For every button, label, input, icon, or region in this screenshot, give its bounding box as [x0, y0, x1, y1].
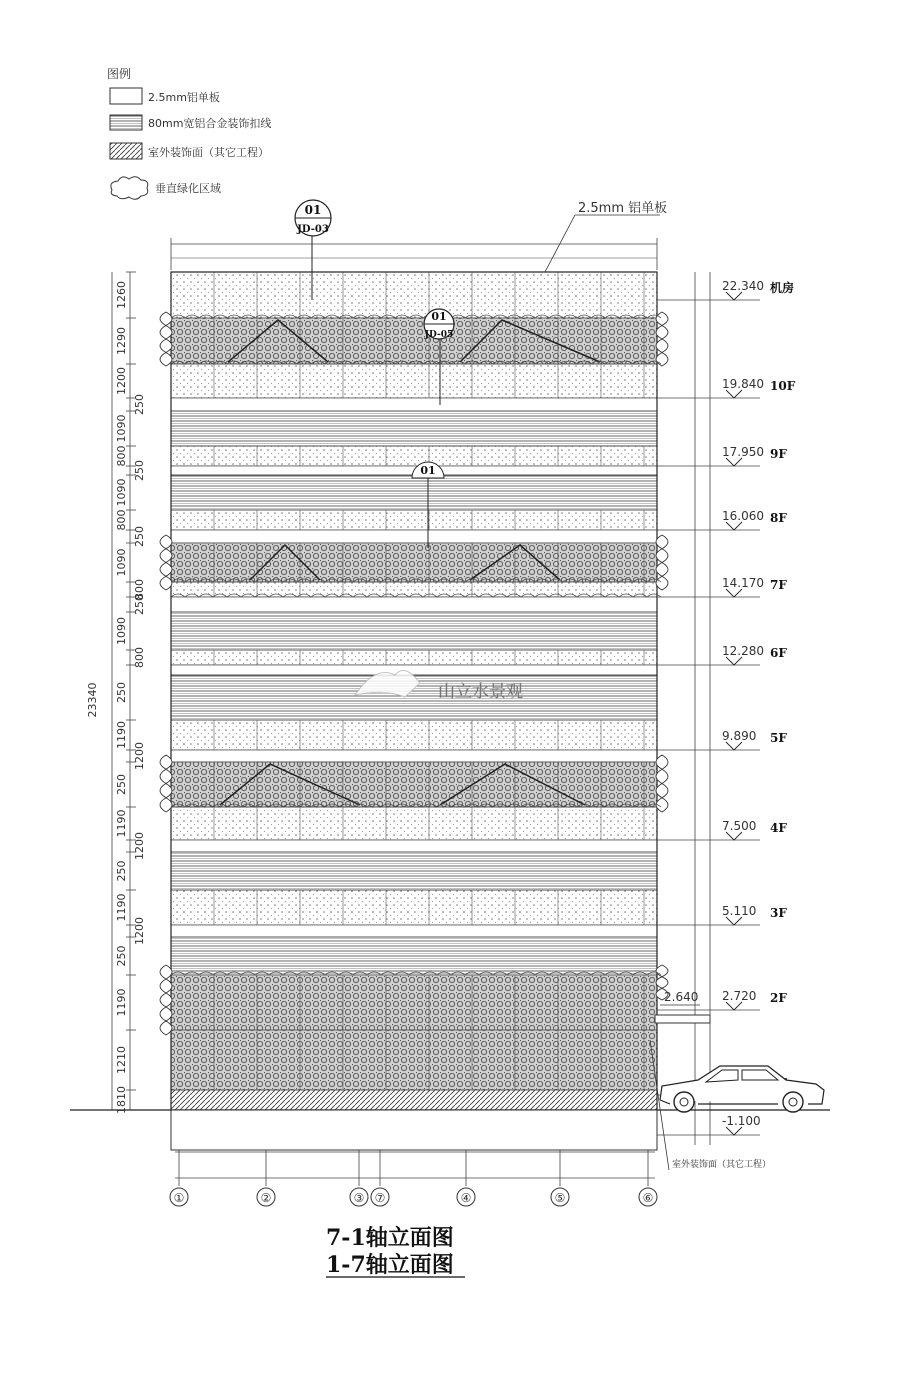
axis-label: ① — [173, 1191, 185, 1205]
axis-label: ④ — [460, 1191, 472, 1205]
axis-label: ⑥ — [642, 1191, 654, 1205]
dim-segment: 250 — [115, 774, 128, 795]
level-elevation: -1.100 — [722, 1114, 761, 1128]
level-floor-label: 10F — [770, 379, 796, 393]
level-triangle-icon — [726, 589, 742, 597]
level-floor-label: 6F — [770, 646, 787, 660]
facade-band — [171, 650, 657, 665]
dim-segment: 250 — [115, 682, 128, 703]
green-cloud-icon — [656, 535, 668, 590]
blank-panel-swatch-icon — [110, 88, 142, 104]
facade-band — [171, 398, 657, 411]
facade-band — [171, 446, 657, 466]
facade-band — [171, 510, 657, 530]
dim-segment: 1090 — [115, 617, 128, 645]
facade-band — [171, 890, 657, 925]
level-triangle-icon — [726, 742, 742, 750]
facade-band — [171, 411, 657, 446]
level-triangle-icon — [726, 292, 742, 300]
dim-segment: 800 — [133, 647, 146, 668]
facade-band — [171, 807, 657, 840]
facade-band — [171, 475, 657, 510]
facade-band — [171, 840, 657, 852]
callout-top-ref: JD-03 — [297, 224, 329, 235]
leader-top-text: 2.5mm 铝单板 — [578, 201, 668, 216]
level-elevation: 5.110 — [722, 904, 757, 918]
dim-segment: 1260 — [115, 281, 128, 309]
dim-segment: 1090 — [115, 478, 128, 507]
dim-segment: 1190 — [115, 893, 128, 922]
level-triangle-icon — [726, 458, 742, 466]
facade-band — [171, 925, 657, 937]
dim-segment: 1810 — [115, 1086, 128, 1114]
legend-label-2: 80mm宽铝合金装饰扣线 — [148, 117, 272, 130]
level-triangle-icon — [726, 1002, 742, 1010]
dim-segment: 800 — [115, 445, 128, 467]
facade-band — [171, 665, 657, 675]
facade-band — [171, 975, 657, 1090]
top-dimension — [171, 238, 657, 270]
dim-segment: 800 — [133, 579, 146, 600]
level-triangle-icon — [726, 657, 742, 665]
level-floor-label: 机房 — [770, 281, 795, 295]
callout-top-num: 01 — [304, 203, 322, 217]
drawing-titles — [326, 1225, 465, 1278]
facade-band — [171, 1090, 657, 1110]
level-floor-label: 3F — [770, 906, 787, 920]
axis-label: ③ — [353, 1191, 365, 1205]
level-triangle-icon — [726, 390, 742, 398]
level-elevation: 2.720 — [722, 989, 757, 1003]
green-cloud-icon — [656, 755, 668, 812]
level-floor-label: 5F — [770, 731, 787, 745]
callout-mid-num: 01 — [431, 310, 447, 323]
facade-band — [171, 272, 657, 318]
dim-segment: 1090 — [115, 548, 128, 577]
dim-segment: 250 — [133, 394, 146, 415]
level-elevation: 17.950 — [722, 445, 764, 459]
green-cloud-icon — [656, 312, 668, 366]
axis-label: ② — [260, 1191, 272, 1205]
facade-band — [171, 597, 657, 612]
facade-band — [171, 543, 657, 582]
car-icon — [660, 1066, 824, 1112]
green-cloud-icon — [160, 535, 172, 590]
facade-band — [171, 937, 657, 975]
level-triangle-icon — [726, 522, 742, 530]
dim-segment: 1200 — [133, 917, 146, 945]
title-line-2: 1-7轴立面图 — [326, 1252, 454, 1278]
level-floor-label: 2F — [770, 991, 787, 1005]
dim-segment: 250 — [115, 860, 128, 882]
level-triangle-icon — [726, 832, 742, 840]
facade-band — [171, 750, 657, 762]
legend-label-1: 2.5mm铝单板 — [148, 91, 220, 104]
striped-trim-swatch-icon — [110, 115, 142, 130]
leader-panel-note — [545, 200, 667, 272]
dim-segment: 1090 — [115, 414, 128, 443]
green-cloud-icon — [160, 312, 172, 366]
level-elevation: 19.840 — [722, 377, 764, 391]
callout-mid-ref: JD-05 — [424, 330, 454, 340]
green-cloud-icon — [160, 755, 172, 812]
dim-segment: 1210 — [115, 1046, 128, 1074]
facade-band — [171, 720, 657, 750]
building-facade — [160, 272, 668, 1110]
green-cloud-swatch-icon — [111, 177, 148, 200]
facade-band — [171, 530, 657, 543]
level-marks — [657, 272, 796, 1145]
level-floor-label: 4F — [770, 821, 787, 835]
leader-bottom-text: 室外装饰面（其它工程） — [672, 1160, 772, 1170]
left-dimension-chain — [86, 272, 146, 1114]
dim-segment: 1190 — [115, 809, 128, 838]
dim-segment: 1290 — [115, 327, 128, 355]
dim-segment: 250 — [115, 945, 128, 967]
facade-band — [171, 364, 657, 398]
level-floor-label: 8F — [770, 511, 787, 525]
level-triangle-icon — [726, 1127, 742, 1135]
level-elevation: 22.340 — [722, 279, 764, 293]
legend-label-3: 室外装饰面（其它工程） — [148, 146, 269, 159]
hatched-facade-swatch-icon — [110, 143, 142, 159]
level-elevation: 14.170 — [722, 576, 764, 590]
level-triangle-icon — [726, 917, 742, 925]
dim-segment: 1200 — [133, 742, 146, 770]
dim-segment: 800 — [115, 509, 128, 531]
level-elevation: 12.280 — [722, 644, 764, 658]
dim-total: 23340 — [86, 682, 99, 718]
axis-label: ⑤ — [554, 1191, 566, 1205]
level-elevation: 9.890 — [722, 729, 757, 743]
facade-band — [171, 318, 657, 364]
canopy-mark — [655, 990, 710, 1023]
watermark-text: 山立水景观 — [438, 682, 523, 702]
level-floor-label: 9F — [770, 447, 787, 461]
dim-segment: 1200 — [133, 832, 146, 860]
green-cloud-icon — [160, 965, 172, 1035]
section-marker-num: 01 — [420, 464, 436, 477]
axis-grid — [170, 1150, 657, 1206]
axis-label: ⑦ — [374, 1191, 386, 1205]
level-floor-label: 7F — [770, 578, 787, 592]
level-elevation: 7.500 — [722, 819, 757, 833]
dim-segment: 250 — [133, 526, 146, 547]
dim-segment: 1200 — [115, 367, 128, 395]
legend-label-4: 垂直绿化区域 — [155, 182, 221, 195]
dim-segment: 250 — [133, 460, 146, 481]
title-line-1: 7-1轴立面图 — [326, 1225, 454, 1251]
dim-segment: 1190 — [115, 721, 128, 749]
dim-segment: 1190 — [115, 988, 128, 1017]
facade-band — [171, 612, 657, 650]
level-elevation: 16.060 — [722, 509, 764, 523]
dim-segment: 250 — [133, 594, 146, 615]
legend-title: 图例 — [107, 67, 132, 81]
extra-elev: 2.640 — [664, 990, 699, 1004]
facade-band — [171, 852, 657, 890]
legend — [107, 66, 271, 199]
